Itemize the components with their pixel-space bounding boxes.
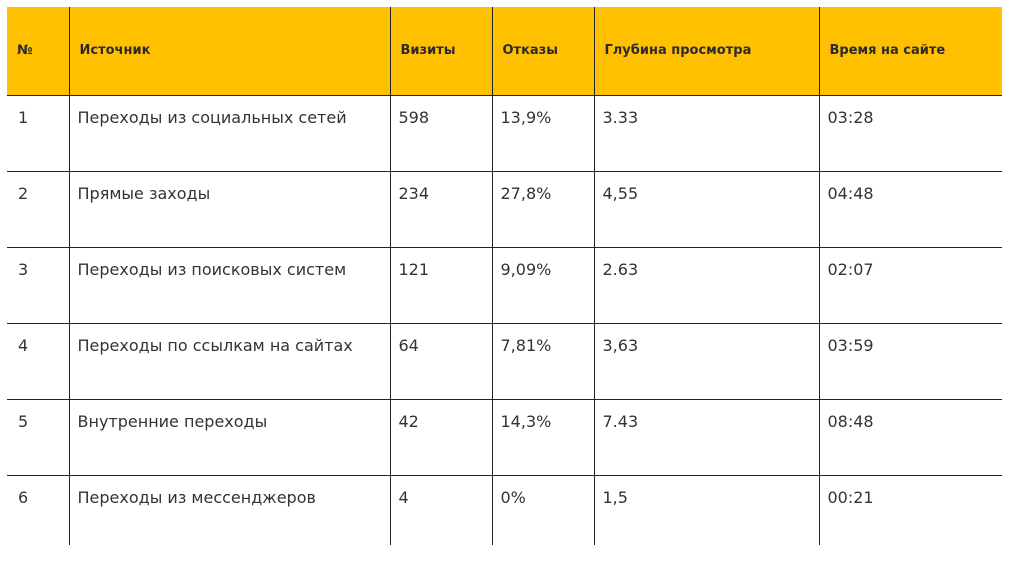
cell-page-depth: 3.33 [594, 95, 819, 171]
cell-source: Переходы по ссылкам на сайтах [69, 323, 390, 399]
table-row [7, 171, 1002, 247]
table-body [7, 95, 1002, 545]
cell-page-depth: 2.63 [594, 247, 819, 323]
cell-visits: 64 [390, 323, 492, 399]
cell-page-depth: 3,63 [594, 323, 819, 399]
cell-visits: 121 [390, 247, 492, 323]
cell-page-depth: 4,55 [594, 171, 819, 247]
traffic-sources-table [7, 7, 1002, 545]
cell-time-on-site: 03:59 [819, 323, 1002, 399]
cell-number: 2 [7, 171, 69, 247]
cell-page-depth: 1,5 [594, 475, 819, 545]
table-row [7, 95, 1002, 171]
column-header-source: Источник [69, 7, 390, 95]
column-header-page-depth: Глубина просмотра [594, 7, 819, 95]
column-header-number: № [7, 7, 69, 95]
table-row [7, 247, 1002, 323]
cell-visits: 234 [390, 171, 492, 247]
cell-source: Прямые заходы [69, 171, 390, 247]
cell-bounces: 0% [492, 475, 594, 545]
column-header-visits: Визиты [390, 7, 492, 95]
cell-time-on-site: 08:48 [819, 399, 1002, 475]
column-header-time-on-site: Время на сайте [819, 7, 1002, 95]
cell-bounces: 9,09% [492, 247, 594, 323]
cell-visits: 42 [390, 399, 492, 475]
cell-source: Внутренние переходы [69, 399, 390, 475]
cell-number: 1 [7, 95, 69, 171]
cell-bounces: 14,3% [492, 399, 594, 475]
cell-number: 6 [18, 487, 29, 507]
table-header [7, 7, 1002, 95]
table-row [7, 399, 1002, 475]
table-row [7, 475, 1002, 545]
cell-time-on-site: 04:48 [819, 171, 1002, 247]
column-header-bounces: Отказы [492, 7, 594, 95]
table-row [7, 323, 1002, 399]
cell-time-on-site: 03:28 [819, 95, 1002, 171]
cell-bounces: 27,8% [492, 171, 594, 247]
header-row [7, 7, 1002, 95]
cell-number: 3 [7, 247, 69, 323]
cell-visits: 598 [390, 95, 492, 171]
cell-bounces: 7,81% [492, 323, 594, 399]
cell-source: Переходы из мессенджеров [69, 475, 390, 545]
cell-number: 5 [7, 399, 69, 475]
cell-time-on-site: 00:21 [819, 475, 1002, 545]
cell-source: Переходы из поисковых систем [69, 247, 390, 323]
cell-number: 4 [7, 323, 69, 399]
cell-source: Переходы из социальных сетей [69, 95, 390, 171]
cell-bounces: 13,9% [492, 95, 594, 171]
cell-visits: 4 [390, 475, 492, 545]
cell-time-on-site: 02:07 [819, 247, 1002, 323]
cell-page-depth: 7.43 [594, 399, 819, 475]
